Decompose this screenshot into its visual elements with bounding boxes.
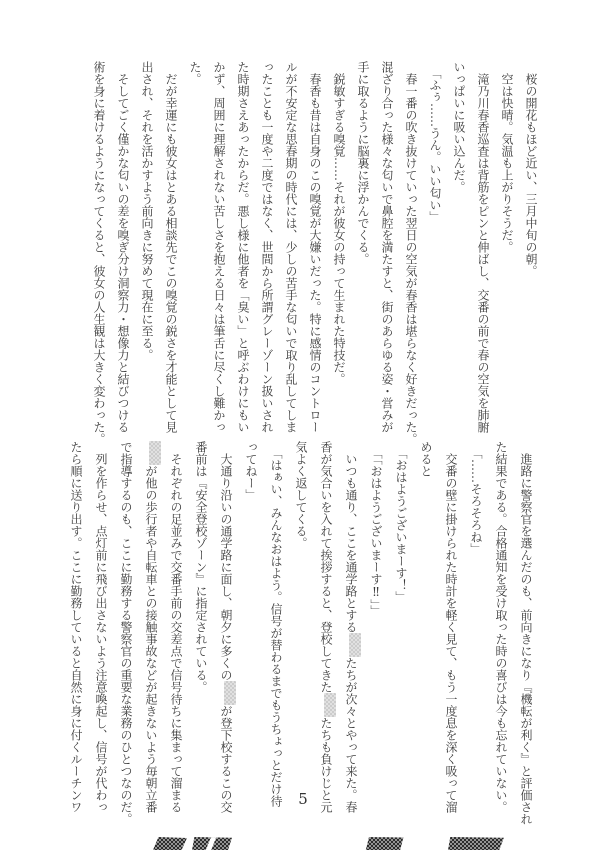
text-line: めると [419, 441, 433, 477]
text-line: た。 [188, 61, 202, 85]
text-line: 術を身に着けるようになってくると、彼女の人生観は大きく変わった。 [92, 61, 106, 445]
text-line: たら順に送り出す。ここに勤務していると自然に身に付くルーチンワ [69, 441, 83, 813]
text-line: それぞれの足並みで交番手前の交差点で信号待ちに集まって溜まる [169, 441, 183, 813]
redacted-word [224, 681, 236, 705]
text-line: 桜の開花もほど近い、三月中旬の朝。 [524, 61, 538, 277]
text-line: 滝乃川春香巡査は背筋をピンと伸ばし、交番の前で春の空気を肺腑 [476, 61, 490, 433]
halftone-mark-icon [448, 837, 505, 850]
halftone-mark-slashed-icon [192, 837, 232, 850]
text-line: 気よく返してくる。 [294, 441, 308, 549]
redacted-word [149, 441, 161, 465]
redacted-word [349, 633, 361, 657]
text-line: 混ざり合った様々な匂いで鼻腔を満たすと、街のあらゆる姿・営みが [380, 61, 394, 433]
text-line: そしてごく僅かな匂いの差を嗅ぎ分け洞察力・想像力と結びつける [116, 61, 130, 433]
text-line: が他の歩行者や自転車との接触事故などが起きないよう毎朝立番 [138, 441, 163, 825]
text-line: 列を作らせ、点灯前に飛び出さないよう注意喚起し、信号が代わっ [94, 441, 108, 813]
text-line: 香が気合いを入れて挨拶すると、登校してきたたちも負けじと元 [313, 441, 338, 825]
halftone-mark-icon [153, 837, 187, 850]
text-line: 進路に警察官を選んだのも、前向きになり『機転が利く』と評価され [519, 441, 533, 825]
text-line: 春香も昔は自身のこの嗅覚が大嫌いだった。特に感情のコントロー [308, 61, 322, 433]
text-block-top [87, 61, 543, 445]
text-line: 「「おはようございまーす‼」」 [369, 441, 383, 617]
text-line: 春一番の吹き抜けていった翌日の空気が春香は堪らなく好きだった。 [404, 61, 418, 445]
text-line: で指導するのも、ここに勤務する警察官の重要な業務のひとつなのだ。 [119, 441, 133, 825]
text-line: 「……そろそろね」 [469, 441, 483, 555]
text-line: 交番の壁に掛けられた時計を軽く見て、もう一度息を深く吸って溜 [444, 441, 458, 813]
text-line: 番前は『安全登校ゾーン』に指定されている。 [194, 441, 208, 693]
text-line: 手に取るように脳裏に浮かんでくる。 [356, 61, 370, 265]
text-line: ったことも一度や二度ではなく、世間から所謂グレーゾーン扱いされ [260, 61, 274, 433]
text-line: いっぱいに吸い込んだ。 [452, 61, 466, 193]
text-line: ルが不安定な思春期の時代には、少しの苦手な匂いで取り乱してしま [284, 61, 298, 433]
page-number: 5 [298, 790, 308, 808]
text-line: 「おはようございまーす！」 [394, 441, 408, 603]
text-line: だが幸運にも彼女はとある相談先でこの嗅覚の鋭さを才能として見 [164, 61, 178, 433]
text-line: 空は快晴。気温も上がりそうだ。 [500, 61, 514, 253]
halftone-mark-icon [365, 837, 405, 850]
text-line: 「ふぅ……うん。いい匂い」 [428, 61, 442, 223]
text-line: いつも通り、ここを通学路とするたちが次々とやって来た。春 [338, 441, 363, 825]
text-line: 「はぁい、みんなおはよう。信号が替わるまでもうちょっとだけ待 [269, 441, 283, 807]
text-line: た時期さえあったからだ。悪し様に他者を「臭い」と呼ぶわけにもい [236, 61, 250, 433]
text-line: ってねー」 [244, 441, 258, 501]
text-line: かず、周囲に理解されない苦しさを抱える日々は筆舌に尽くし難かっ [212, 61, 226, 433]
text-block-bottom [63, 441, 538, 825]
text-line: 出され、それを活かすよう前向きに努めて現在に至る。 [140, 61, 154, 361]
redacted-word [324, 693, 336, 717]
text-line: た結果である。合格通知を受け取った時の喜びは今も忘れていない。 [494, 441, 508, 813]
text-line: 鋭敏すぎる嗅覚……それが彼女の持って生まれた特技だ。 [332, 61, 346, 385]
text-line: 大通り沿いの通学路に面し、朝夕に多くのが登下校するこの交 [213, 441, 238, 825]
